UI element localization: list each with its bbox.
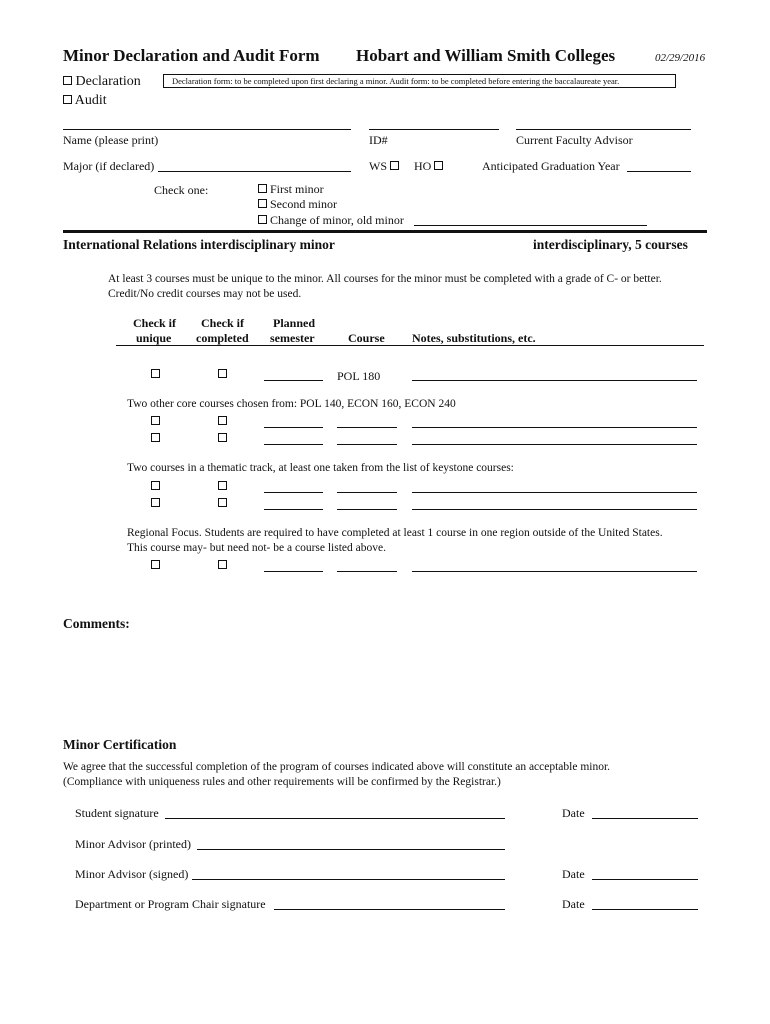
header-notes: Notes, substitutions, etc.	[412, 331, 536, 345]
certification-text-2: (Compliance with uniqueness rules and other requirements will be confirmed by the Registrar.)	[63, 776, 501, 788]
form-date: 02/29/2016	[655, 52, 706, 64]
row-unique-checkbox[interactable]	[151, 560, 160, 569]
advisor-printed-label: Minor Advisor (printed)	[75, 837, 191, 851]
row-unique-checkbox[interactable]	[151, 481, 160, 490]
second-minor-option[interactable]	[258, 197, 337, 212]
audit-label: Audit	[74, 93, 107, 108]
first-minor-option[interactable]	[258, 182, 324, 197]
regional-line-1: Regional Focus. Students are required to have completed at least 1 course in one region outside of the United States.	[127, 527, 663, 539]
pol180-notes-line[interactable]	[412, 380, 697, 381]
header-completed-1: Check if	[201, 316, 244, 330]
declaration-checkbox[interactable]	[63, 76, 72, 85]
major-line[interactable]	[158, 171, 351, 172]
row-notes-line[interactable]	[412, 444, 697, 445]
first-minor-checkbox[interactable]	[258, 184, 267, 193]
row-unique-checkbox[interactable]	[151, 416, 160, 425]
row-semester-line[interactable]	[264, 427, 323, 428]
ws-checkbox[interactable]	[390, 161, 399, 170]
core-text: Two other core courses chosen from: POL 140, ECON 160, ECON 240	[127, 398, 456, 410]
row-completed-checkbox[interactable]	[218, 416, 227, 425]
grad-year-line[interactable]	[627, 171, 691, 172]
row-course-line[interactable]	[337, 492, 397, 493]
rules-line-1: At least 3 courses must be unique to the minor. All courses for the minor must be completed with a grade of C- or better.	[108, 273, 662, 285]
section-divider	[63, 230, 707, 233]
row-unique-checkbox[interactable]	[151, 433, 160, 442]
instructions-box: Declaration form: to be completed upon first declaring a minor. Audit form: to be completed before entering the baccalaureate year.	[163, 74, 676, 88]
comments-label: Comments:	[63, 616, 130, 631]
table-header-rule	[116, 345, 704, 346]
row-course-line[interactable]	[337, 509, 397, 510]
row-course-line[interactable]	[337, 444, 397, 445]
row-completed-checkbox[interactable]	[218, 498, 227, 507]
row-semester-line[interactable]	[264, 509, 323, 510]
audit-option[interactable]	[63, 93, 107, 109]
declaration-label: Declaration	[75, 74, 141, 89]
change-minor-checkbox[interactable]	[258, 215, 267, 224]
advisor-line[interactable]	[516, 129, 691, 130]
row-unique-checkbox[interactable]	[151, 498, 160, 507]
ws-option[interactable]	[369, 159, 399, 174]
minor-type: interdisciplinary, 5 courses	[533, 237, 688, 252]
row-completed-checkbox[interactable]	[218, 433, 227, 442]
header-semester-2: semester	[270, 331, 315, 345]
pol180-course: POL 180	[337, 369, 381, 383]
row-notes-line[interactable]	[412, 509, 697, 510]
name-line[interactable]	[63, 129, 351, 130]
student-date-line[interactable]	[592, 818, 698, 819]
certification-text-1: We agree that the successful completion of the program of courses indicated above will constitute an acceptable minor.	[63, 761, 611, 773]
student-date-label: Date	[562, 806, 585, 820]
comments-area[interactable]	[63, 636, 703, 726]
chair-date-line[interactable]	[592, 909, 698, 910]
chair-signature-line[interactable]	[274, 909, 505, 910]
id-label: ID#	[369, 133, 388, 147]
college-name: Hobart and William Smith Colleges	[356, 46, 616, 65]
header-semester-1: Planned	[273, 316, 316, 330]
change-minor-option[interactable]	[258, 213, 404, 228]
row-course-line[interactable]	[337, 571, 397, 572]
advisor-date-label: Date	[562, 867, 585, 881]
old-minor-line[interactable]	[414, 225, 647, 226]
chair-date-label: Date	[562, 897, 585, 911]
advisor-signed-line[interactable]	[192, 879, 505, 880]
ho-label: HO	[414, 159, 432, 173]
row-completed-checkbox[interactable]	[218, 560, 227, 569]
ho-checkbox[interactable]	[434, 161, 443, 170]
audit-checkbox[interactable]	[63, 95, 72, 104]
certification-title: Minor Certification	[63, 737, 177, 752]
pol180-unique-checkbox[interactable]	[151, 369, 160, 378]
header-unique-2: unique	[136, 331, 172, 345]
chair-signature-label: Department or Program Chair signature	[75, 897, 266, 911]
student-signature-label: Student signature	[75, 806, 159, 820]
row-notes-line[interactable]	[412, 492, 697, 493]
check-one-label: Check one:	[154, 183, 209, 197]
regional-line-2: This course may- but need not- be a course listed above.	[127, 542, 386, 554]
row-completed-checkbox[interactable]	[218, 481, 227, 490]
first-minor-label: First minor	[270, 182, 324, 196]
ws-label: WS	[369, 159, 387, 173]
row-notes-line[interactable]	[412, 427, 697, 428]
row-semester-line[interactable]	[264, 444, 323, 445]
second-minor-checkbox[interactable]	[258, 199, 267, 208]
row-semester-line[interactable]	[264, 492, 323, 493]
grad-year-label: Anticipated Graduation Year	[482, 159, 620, 173]
rules-line-2: Credit/No credit courses may not be used.	[108, 288, 302, 300]
name-label: Name (please print)	[63, 133, 159, 147]
row-course-line[interactable]	[337, 427, 397, 428]
header-course: Course	[348, 331, 385, 345]
advisor-date-line[interactable]	[592, 879, 698, 880]
advisor-printed-line[interactable]	[197, 849, 505, 850]
thematic-text: Two courses in a thematic track, at least one taken from the list of keystone courses:	[127, 462, 514, 474]
major-label: Major (if declared)	[63, 159, 155, 173]
header-completed-2: completed	[196, 331, 249, 345]
id-line[interactable]	[369, 129, 499, 130]
advisor-signed-label: Minor Advisor (signed)	[75, 867, 189, 881]
pol180-completed-checkbox[interactable]	[218, 369, 227, 378]
form-title: Minor Declaration and Audit Form	[63, 46, 320, 65]
second-minor-label: Second minor	[270, 197, 337, 211]
student-signature-line[interactable]	[165, 818, 505, 819]
header-unique-1: Check if	[133, 316, 176, 330]
minor-title: International Relations interdisciplinary minor	[63, 237, 335, 252]
advisor-label: Current Faculty Advisor	[516, 133, 633, 147]
ho-option[interactable]	[414, 159, 443, 174]
declaration-option[interactable]	[63, 74, 141, 90]
row-semester-line[interactable]	[264, 571, 323, 572]
change-minor-label: Change of minor, old minor	[270, 213, 404, 227]
row-notes-line[interactable]	[412, 571, 697, 572]
pol180-semester-line[interactable]	[264, 380, 323, 381]
